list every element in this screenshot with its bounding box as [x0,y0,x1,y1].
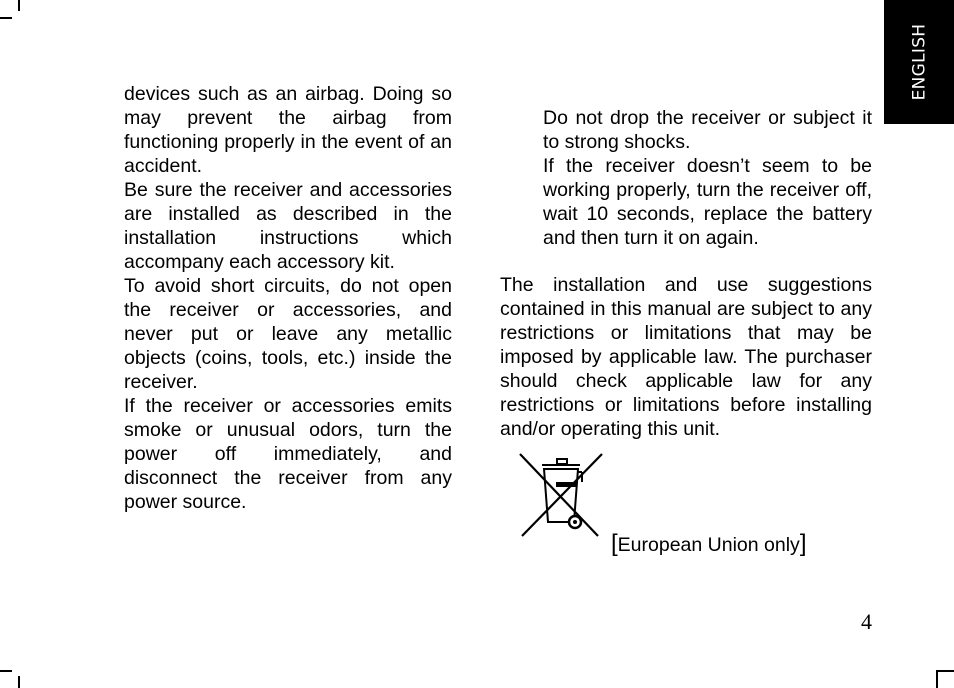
language-tab [884,0,954,124]
crop-mark-bottom-left-v [18,676,20,688]
crossed-out-wheelie-bin-icon [516,452,606,542]
left-column [124,82,452,514]
legal-notice [500,273,872,441]
legal-paragraph: The installation and use suggestions contained in this manual are subject to any restrictions or limitations that may be imposed by applicable law. The purchaser should check applicable law for any restrictions or limitations before installing and/or operating this unit. [500,274,872,440]
crop-mark-bottom-right-h [936,670,954,672]
right-column-items [543,106,872,250]
left-paragraph: Be sure the receiver and accessories are installed as described in the installation instructions which accompany each accessory kit. [124,179,452,273]
close-bracket: ] [799,530,807,557]
eu-only-text: European Union only [617,534,800,556]
open-bracket: [ [611,530,618,557]
crop-mark-top-left-v [18,0,20,11]
left-paragraph: To avoid short circuits, do not open the receiver or accessories, and never put or leave any metallic objects (coins, tools, etc.) inside the receiver. [124,275,452,393]
right-item: Do not drop the receiver or subject it to strong shocks. [543,107,872,153]
left-paragraph: If the receiver or accessories emits smoke or unusual odors, turn the power off immediately, and disconnect the receiver from any power source. [124,395,452,513]
crop-mark-bottom-right-v [936,670,938,688]
crop-mark-top-left-h [0,17,12,19]
eu-only-label [611,531,806,558]
page-number: 4 [861,609,872,634]
crop-mark-bottom-left-h [0,670,12,672]
language-tab-label: ENGLISH [909,23,930,101]
left-paragraph: devices such as an airbag. Doing so may prevent the airbag from functioning properly in the event of an accident. [124,83,452,177]
right-item: If the receiver doesn’t seem to be working properly, turn the receiver off, wait 10 seconds, replace the battery and then turn it on again. [543,155,872,249]
